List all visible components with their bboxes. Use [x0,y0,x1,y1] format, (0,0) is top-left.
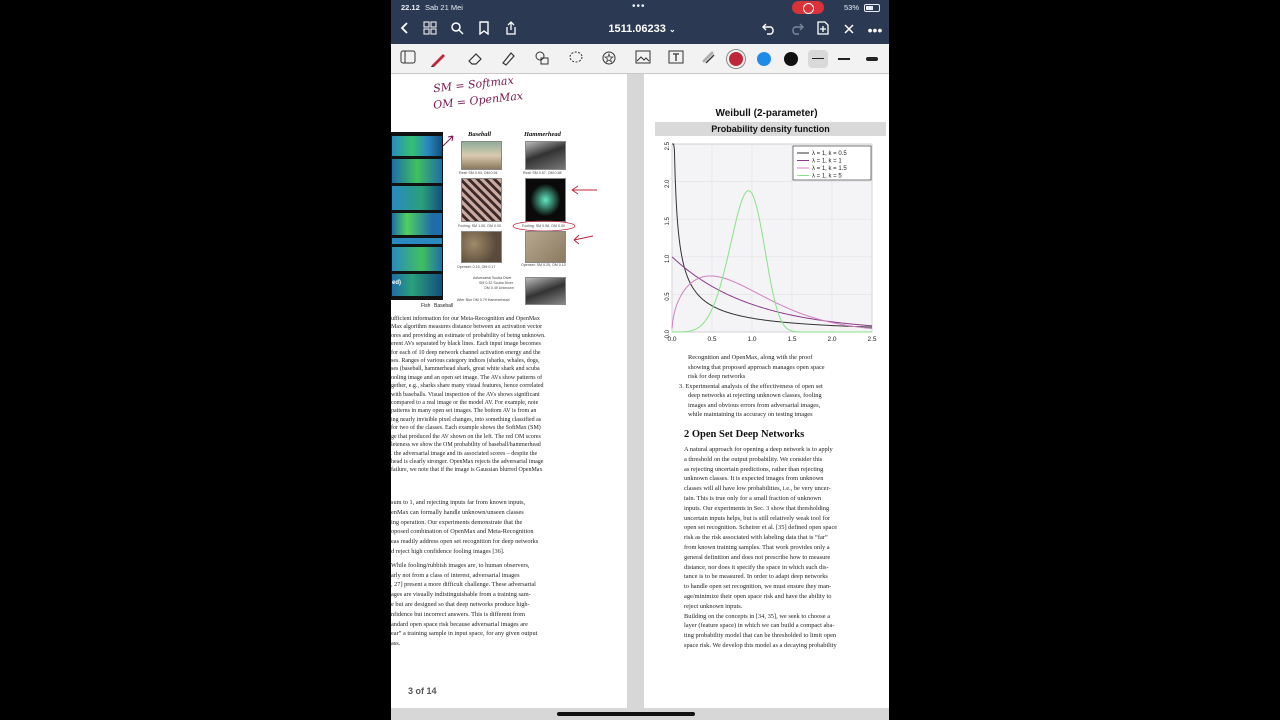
thumbnail-grid-icon[interactable] [420,20,440,40]
add-page-icon[interactable] [813,20,833,40]
chart-y-tick-label: 1.0 [665,254,671,264]
section-line: A natural approach for opening a deep network is to apply [684,446,833,453]
back-chevron-icon[interactable] [395,20,415,40]
body-line: sum to 1, and rejecting inputs far from known inputs, [391,499,526,506]
color-black-swatch[interactable] [784,52,798,66]
section-line: from known training samples. That work provides only a [684,543,830,551]
activation-vector-heatmap [391,132,443,300]
caption-adversarial-2: SM 0.32 Scuba Diver [479,281,513,285]
section-line: open set recognition. Scheirer et al. [35] defined open space [684,524,838,532]
search-icon[interactable] [447,20,467,40]
column-header-baseball: Baseball [468,131,492,138]
chart-y-tick-label: 2.5 [665,142,671,151]
caption-line: ses (baseball, hammerhead shark, great white shark and scuba [391,366,540,373]
ink-arrow-fooling [569,184,599,196]
caption-line: ores and providing an estimate of probability of being unknown. [391,332,546,339]
section-heading: 2 Open Set Deep Networks [684,429,805,440]
thumbnail-real-baseball [461,141,502,170]
share-icon[interactable] [501,20,521,40]
link-tool-icon[interactable] [700,50,718,68]
av-red-label: ed) [392,280,401,286]
thumbnail-openset-baseball [461,231,502,263]
section-line: to handle open set recognition, we must ensure they man- [684,583,832,591]
section-body-text [684,445,888,651]
stamp-tool-icon[interactable] [600,50,618,68]
caption-openset-baseball: Openset: 0.15, OM 0.17 [457,265,496,269]
section-line: uncertain inputs helps, but is still relatively weak tool for [684,514,830,522]
body-line: ass. [391,640,401,648]
section-line: as rejecting uncertain predictions, rather than rejecting [684,465,824,473]
section-line: space risk. We develop this model as a decaying probability [684,641,837,649]
caption-line: ufficient information for our Meta-Recognition and OpenMax [391,316,540,322]
chart-x-tick-label: 0.5 [707,336,717,343]
color-blue-swatch[interactable] [757,52,771,66]
caption-line: ooling image and an open set image. The AVs show patterns of [391,374,543,381]
battery-percent: 53% [844,3,860,12]
caption-adversarial-3: OM 0.49 Unknown [484,286,514,290]
thumbnail-adversarial-hammerhead [525,277,566,305]
ipad-screen [391,0,889,720]
pdf-page-left[interactable] [391,74,627,708]
chart-y-tick-label: 2.0 [665,179,671,188]
body-line: andard open space risk because adversarial images are [391,620,528,628]
caption-line: for two of the classes. Each example shows the SoftMax (SM) [391,425,541,432]
chart-y-tick-label: 1.5 [665,217,671,226]
section-line: reject unknown inputs. [684,602,743,610]
chart-x-tick-label: 1.5 [787,336,797,343]
thumbnail-openset-hammerhead [525,231,566,263]
list-line: risk for deep networks [688,373,746,380]
body-line: ear” a training sample in input space, for any given output [391,630,538,638]
caption-line: compared to a real image or the model AV. For example, note [391,400,539,407]
screen-recording-icon[interactable] [792,1,824,14]
column-header-hammerhead: Hammerhead [524,131,561,138]
status-time: 22.12 [401,3,420,12]
caption-fooling-hammerhead: Fooling: SM 0.98, OM 0.00 [522,224,565,228]
body-line: nfidence but incorrect answers. This is different from [391,610,526,618]
section-line: a threshold on the output probability. We consider this [684,455,823,463]
body-line: ing operation. Our experiments demonstrate that the [391,518,523,526]
chart-y-tick-label: 0.0 [665,330,671,339]
home-indicator[interactable] [557,712,695,716]
body-line: , 27] present a more difficult challenge. These adversarial [391,581,536,589]
body-line: ages are visually indistinguishable from a training sam- [391,591,531,599]
caption-line: gether, e.g., sharks share many visual features, hence correlated [391,383,544,390]
caption-line: leteness we show the OM probability of baseball/hammerhead [391,442,541,449]
redo-icon[interactable] [787,20,807,40]
weibull-pdf-chart [655,136,889,354]
body-line: oposed combination of OpenMax and Meta-Recognition [391,528,534,536]
caption-line: patterns in many open set images. The bottom AV is from an [391,408,537,415]
handwritten-note-softmax: SM = Softmax [432,74,515,96]
chart-y-tick-label: 0.5 [665,292,671,301]
pen-tool-icon[interactable] [429,50,447,68]
body-line: eas readily address open set recognition for deep networks [391,538,539,546]
list-line: showing that proposed approach manages open space [688,363,825,371]
thumbnail-real-hammerhead [525,141,566,170]
more-options-icon[interactable]: ••• [867,22,883,38]
ink-arrow-av [441,134,455,148]
document-title[interactable]: 1511.06233 ⌄ [608,23,676,35]
list-line: images and obvious errors from adversarial images, [688,401,821,409]
caption-line: Max algorithm measures distance between an activation vector [391,324,543,331]
multitasking-dots-icon[interactable]: ••• [632,1,646,12]
chart-title: Weibull (2-parameter) [715,108,818,119]
thumbnail-fooling-baseball [461,178,502,222]
section-line: age/minimize their open space risk and have the ability to [684,592,832,600]
battery-icon [864,4,880,12]
close-icon[interactable] [839,20,859,40]
caption-line: head is clearly stronger. OpenMax rejects the adversarial image [391,458,544,465]
chart-x-tick-label: 0.0 [667,336,677,343]
body-line: arly not from a class of interest, adversarial images [391,571,520,579]
section-line: ting probability model that can be thresholded to limit open [684,632,837,640]
image-tool-icon[interactable] [634,50,652,68]
section-line: distance, nor does it specify the space in which such dis- [684,563,829,571]
annotation-toolbar [391,44,889,74]
caption-real-baseball: Real: SM 0.94, OM 0.94 [459,171,498,175]
section-line: risk as the risk associated with labeling data that is “far” [684,534,828,542]
document-nav-bar [391,16,889,44]
thumbnail-fooling-hammerhead [525,178,566,222]
caption-line: ing nearly invisible pixel changes, into something classified as [391,416,542,423]
chart-legend-label: λ = 1, k = 1 [812,158,842,165]
caption-openset-hammerhead: Openset: SM 0.25, OM 0.10 [521,263,566,267]
shapes-tool-icon[interactable] [533,50,551,68]
stroke-medium-option[interactable] [834,50,854,68]
chart-legend-label: λ = 1, k = 1.5 [812,166,847,173]
body-line: enMax can formally handle unknown/unseen classes [391,508,524,516]
caption-line: . the adversarial image and its associated scores – despite the [391,450,538,457]
chart-x-tick-label: 2.0 [827,336,837,343]
caption-fooling-baseball: Fooling: SM 1.00, OM 0.00 [458,224,501,228]
section-line: layer (feature space) in which we can build a compact aba- [684,622,835,630]
section-line: Building on the concepts in [34, 35], we seek to choose a [684,612,831,620]
figure-caption-text [391,315,627,475]
section-line: unknown classes. It is expected images from unknown [684,475,824,483]
section-line: classes will all have low probabilities, i.e., be very uncer- [684,485,831,493]
chart-x-tick-label: 1.0 [747,336,757,343]
highlighter-tool-icon[interactable] [499,50,517,68]
caption-line: ge that produced the AV shown on the left. The red OM scores [391,433,541,440]
undo-icon[interactable] [759,20,779,40]
section-line: general definition and does not prescribe how to measure [684,553,831,561]
status-bar [391,0,889,16]
list-line: 3. Experimental analysis of the effectiveness of open set [679,382,823,390]
list-line: Recognition and OpenMax, along with the proof [688,354,813,361]
document-title-text: 1511.06233 [608,23,666,35]
chart-subtitle: Probability density function [655,122,886,136]
body-text-left [391,498,627,649]
caption-line: ses. Ranges of various category indices (sharks, whales, dogs, [391,358,540,365]
chart-legend-label: λ = 1, k = 5 [812,173,842,180]
caption-real-hammerhead: Real: SM 0.57, OM 0.58 [523,171,562,175]
bookmark-icon[interactable] [474,20,494,40]
body-line: While fooling/rubbish images are, to human observers, [391,561,530,569]
stroke-thick-option[interactable] [862,50,882,68]
section-line: inputs. Our experiments in Sec. 3 show that thresholding [684,504,830,512]
caption-line: erent AVs separated by black lines. Each input image becomes [391,341,541,348]
status-date: Sab 21 Mei [425,3,463,12]
eraser-tool-icon[interactable] [466,50,484,68]
av-label-baseball: Baseball [434,303,454,309]
text-tool-icon[interactable] [667,50,685,68]
caption-line: failure, we note that if the image is Gaussian blurred OpenMax [391,467,543,474]
color-red-swatch[interactable] [729,52,743,66]
lasso-tool-icon[interactable] [567,50,585,68]
contribution-list [679,353,888,420]
av-label-fish: Fish [421,303,431,309]
pdf-page-right[interactable] [644,74,889,708]
page-indicator: 3 of 14 [408,686,437,696]
caption-adversarial-1: Adversarial Scuba Diver [473,276,512,280]
caption-line: for each of 10 deep network channel activation energy and the [391,349,541,356]
chart-legend-label: λ = 1, k = 0.5 [812,151,847,158]
chart-x-tick-label: 2.5 [867,336,877,343]
caption-after-blur: After Blur OM 0.79 Hammerhead [457,298,510,302]
section-line: tain. This is true only for a small fraction of unknown [684,494,822,502]
list-line: deep networks at rejecting unknown classes, fooling [688,392,822,399]
body-line: d reject high confidence fooling images [36]. [391,547,505,555]
section-line: tance is to be measured. In order to adapt deep networks [684,573,828,581]
list-line: while maintaining its accuracy on testing images [688,411,813,418]
body-line: e but are designed so that deep networks produce high- [391,600,530,608]
stroke-thin-option[interactable] [808,50,828,68]
caption-line: with baseballs. Visual inspection of the AVs shows significant [391,391,540,398]
sidebar-toggle-icon[interactable] [399,50,417,68]
handwritten-note-openmax: OM = OpenMax [432,89,524,112]
ink-arrow-openset [571,232,595,246]
